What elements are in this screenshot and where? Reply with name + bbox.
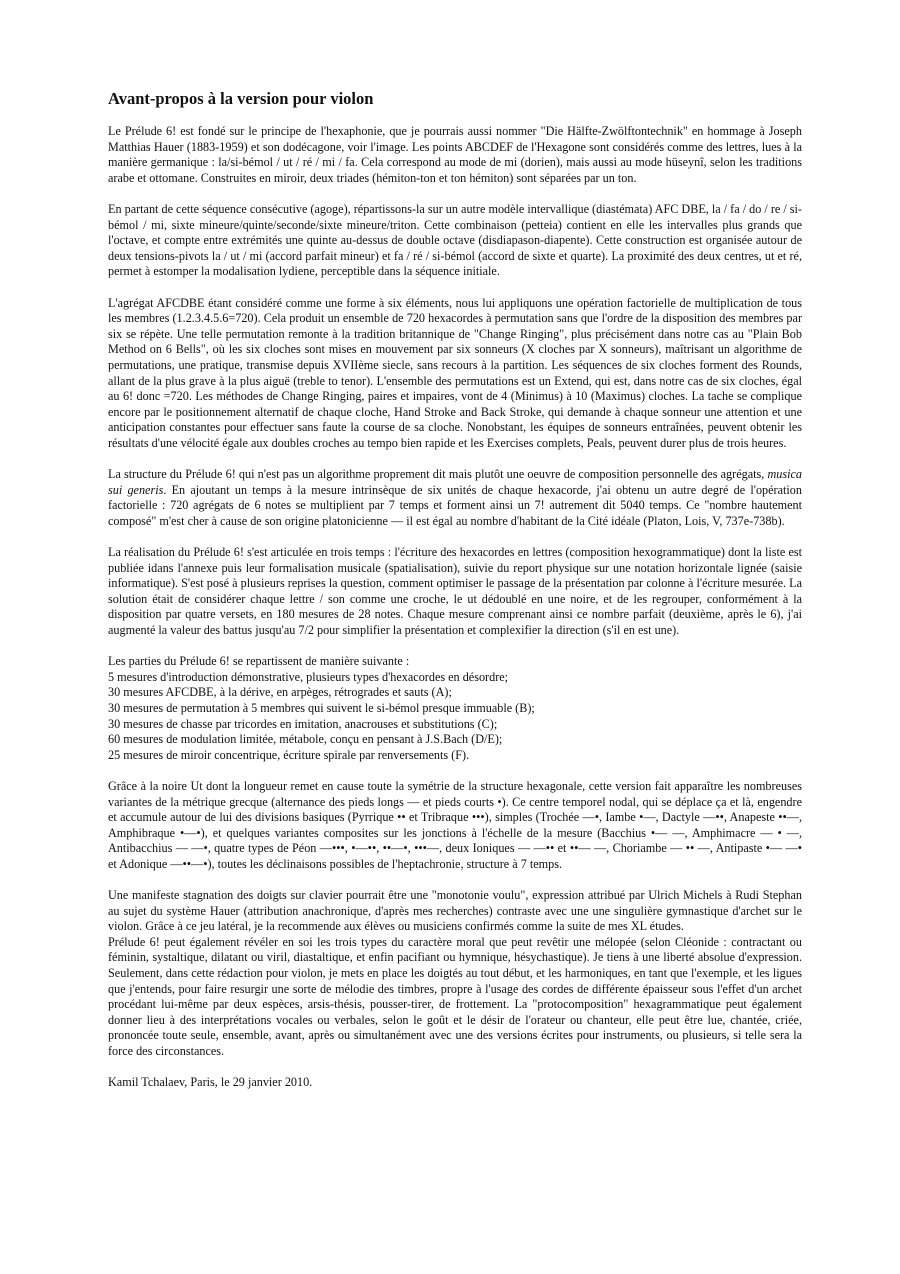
list-item: 30 mesures de chasse par tricordes en imitation, anacrouses et substitutions (C); xyxy=(108,716,498,731)
parts-list xyxy=(108,654,802,763)
paragraph-melopee: Prélude 6! peut également révéler en soi les trois types du caractère moral que peut revêtir une mélopée (selon Cléonide : contractant ou féminin, systaltique, dilatant ou viril, diastaltique, et enfin pacifiant ou hymnique, hésychastique). Je tiens à une liberté absolue d'expression. Seulement, dans cette rédaction pour violon, je mets en place les doigtés au tout début, et les harmoniques, en tant que l'exemple, et les ligues que j'entends, pour faire resurgir une sorte de mélodie des timbres, propre à l'usage des cordes de différente épaisseur sous l'effet d'un archet procédant lui-même par deux espèces, arsis-thésis, pousser-tirer, de frottement. La "protocomposition" hexagrammatique peut également donner lieu à des interprétations vocales ou verbales, selon le goût et le désir de l'orateur ou chanteur, elle peut être lue, chantée, criée, prononcée toute seule, ensemble, avant, après ou simultanément avec une des versions écrites pour instruments, ou plusieurs, si telle sera la force des circonstances. xyxy=(108,934,802,1059)
signature: Kamil Tchalaev, Paris, le 29 janvier 2010. xyxy=(108,1075,313,1090)
paragraph-hexaphonie: Le Prélude 6! est fondé sur le principe de l'hexaphonie, que je pourrais aussi nommer "Die Hälfte-Zwölftontechnik" en hommage à Joseph Matthias Hauer (1883-1959) et son dodécagone, voir l'image. Les points ABCDEF de l'Hexagone sont considérés comme des lettres, lues à la manière germanique : la/si-bémol / ut / ré / mi / fa. Cela correspond au mode de mi (dorien), mais aussi au mode hüseynî, selon les traditions arabe et ottomane. Construites en miroir, deux triades (hémiton-ton et ton hémiton) sont séparées par un ton. xyxy=(108,124,802,185)
list-item: 30 mesures AFCDBE, à la dérive, en arpèges, rétrogrades et sauts (A); xyxy=(108,685,452,700)
structure-italic-term: musica sui generis xyxy=(108,467,802,497)
paragraph-agoge: En partant de cette séquence consécutive (agoge), répartissons-la sur un autre modèle intervallique (diastémata) AFC DBE, la / fa / do / re / si-bémol / mi, sixte mineure/quinte/seconde/sixte mineure/triton. Cette combinaison (petteia) contient en elle les intervalles plus grands que l'octave, et compte entre extrémités une quinte au-dessus de double octave (disdiapason-diapente). Cette construction est organisée autour de deux tensions-pivots la / ut / mi (accord parfait mineur) et fa / ré / si-bémol (accord de sixte et quarte). La proximité des deux centres, ut et ré, permet à estomper la modalisation lydiene, perceptible dans la séquence initiale. xyxy=(108,201,802,279)
paragraph-realisation: La réalisation du Prélude 6! s'est articulée en trois temps : l'écriture des hexacordes en lettres (composition hexogrammatique) dont la liste est publiée idans l'annexe puis leur formalisation musicale (spatialisation), suivie du report physique sur une notation horizontale lignée (saisie informatique). S'est posé à plusieurs reprises la question, comment optimiser le passage de la présentation par colonne à l'écriture mesurée. La solution était de considérer chaque lettre / son comme une croche, le ut dédoublé en une noire, et de les regrouper, conformément à la disposition par quatre versets, en 180 mesures de 28 notes. Chaque mesure comprenant ainsi ce nombre parfait (deuxième, après le 6), j'ai augmenté la valeur des battus jusqu'au 7/2 pour simplifier la présentation et complexifier la direction (s'il en est une). xyxy=(108,545,802,637)
list-item: 30 mesures de permutation à 5 membres qui suivent le si-bémol presque immuable (B); xyxy=(108,700,535,715)
list-item: 60 mesures de modulation limitée, métabole, conçu en pensant à J.S.Bach (D/E); xyxy=(108,732,503,747)
paragraph-change-ringing: L'agrégat AFCDBE étant considéré comme une forme à six éléments, nous lui appliquons une opération factorielle de multiplication de tous les membres (1.2.3.4.5.6=720). Cela produit un ensemble de 720 hexacordes à permutation sans que l'ordre de la disposition des membres par six se répète. Une telle permutation remonte à la tradition britannique de "Change Ringing", plus précisément dans notre cas au "Plain Bob Method on 6 Bells", où les six cloches sont mises en mouvement par six sonneurs (X cloches par X sonneurs), maîtrisant un algorithme de permutations, une pratique, transmise depuis XVIIème siecle, sans recours à la partition. Les séquences de six cloches forment des Rounds, allant de la plus grave à la plus aiguë (treble to tenor). L'ensemble des permutations est un Extend, qui est, dans notre cas de six cloches, égal au 6! donc =720. Les méthodes de Change Ringing, paires et impaires, vont de 4 (Minimus) à 10 (Maximus) cloches. La tache se complique encore par le positionnement alternatif de chaque cloche, Hand Stroke and Back Stroke, qui demande à chaque sonneur une attention et une anticipation constantes pour effectuer sans faute la course de sa cloche. Nonobstant, les équipes de sonneurs entraînées, peuvent obtenir les résultats d'une vélocité égale aux doubles croches au tempo bien rapide et les Exercises complets, Peals, peuvent durer plus de trois heures. xyxy=(108,295,802,450)
list-item: 5 mesures d'introduction démonstrative, plusieurs types d'hexacordes en désordre; xyxy=(108,669,509,684)
parts-list-intro: Les parties du Prélude 6! se repartissent de manière suivante : xyxy=(108,654,410,669)
paragraph-monotonie: Une manifeste stagnation des doigts sur clavier pourrait être une "monotonie voulu", expression attribué par Ulrich Michels à Rudi Stephan au sujet du système Hauer (attribution anachronique, d'après mes recherches) contraste avec une une singulière gymnastique d'archet sur le violon. Grâce à ce jeu latéral, je la recommende aux élèves ou musiciens confirmés comme la suite de mes XL études. xyxy=(108,888,802,934)
document-page xyxy=(108,88,802,1106)
structure-text-before: La structure du Prélude 6! qui n'est pas un algorithme proprement dit mais plutôt une oeuvre de composition personnelle des agrégats, xyxy=(108,467,768,482)
document-title: Avant-propos à la version pour violon xyxy=(108,89,374,108)
paragraph-structure xyxy=(108,467,802,529)
structure-text-after: . En ajoutant un temps à la mesure intrinsèque de six unités de chaque hexacorde, j'ai obtenu un autre degré de l'opération factorielle : 720 agrégats de 6 notes se multiplient par 7 temps et forment ainsi un 7! autrement dit 5040 temps. Ce "nombre hautement composé" m'est cher à cause de son origine platonicienne — il est égal au nombre d'habitant de la Cité idéale (Platon, Lois, V, 737e-738b). xyxy=(108,482,802,528)
list-item: 25 mesures de miroir concentrique, écriture spirale par renversements (F). xyxy=(108,747,470,762)
paragraph-metrique: Grâce à la noire Ut dont la longueur remet en cause toute la symétrie de la structure hexagonale, cette version fait apparaître les nombreuses variantes de la métrique grecque (alternance des pieds longs — et pieds courts •). Ce centre temporel nodal, qui se déplace ça et là, engendre et accumule autour de lui des divisions basiques (Pyrrique •• et Tribraque •••), simples (Trochée —•, Iambe •—, Dactyle —••, Anapeste ••—, Amphibraque •—•), et quelques variantes composites sur les jonctions à l'échelle de la mesure (Bacchius •— —, Amphimacre — • —, Antibacchius — —•, quatre types de Péon —•••, •—••, ••—•, •••—, deux Ioniques — —•• et ••— —, Choriambe — •• —, Antipaste •— —• et Adonique —••—•), toutes les déclinaisons possibles de l'heptachronie, structure à 7 temps. xyxy=(108,778,802,871)
